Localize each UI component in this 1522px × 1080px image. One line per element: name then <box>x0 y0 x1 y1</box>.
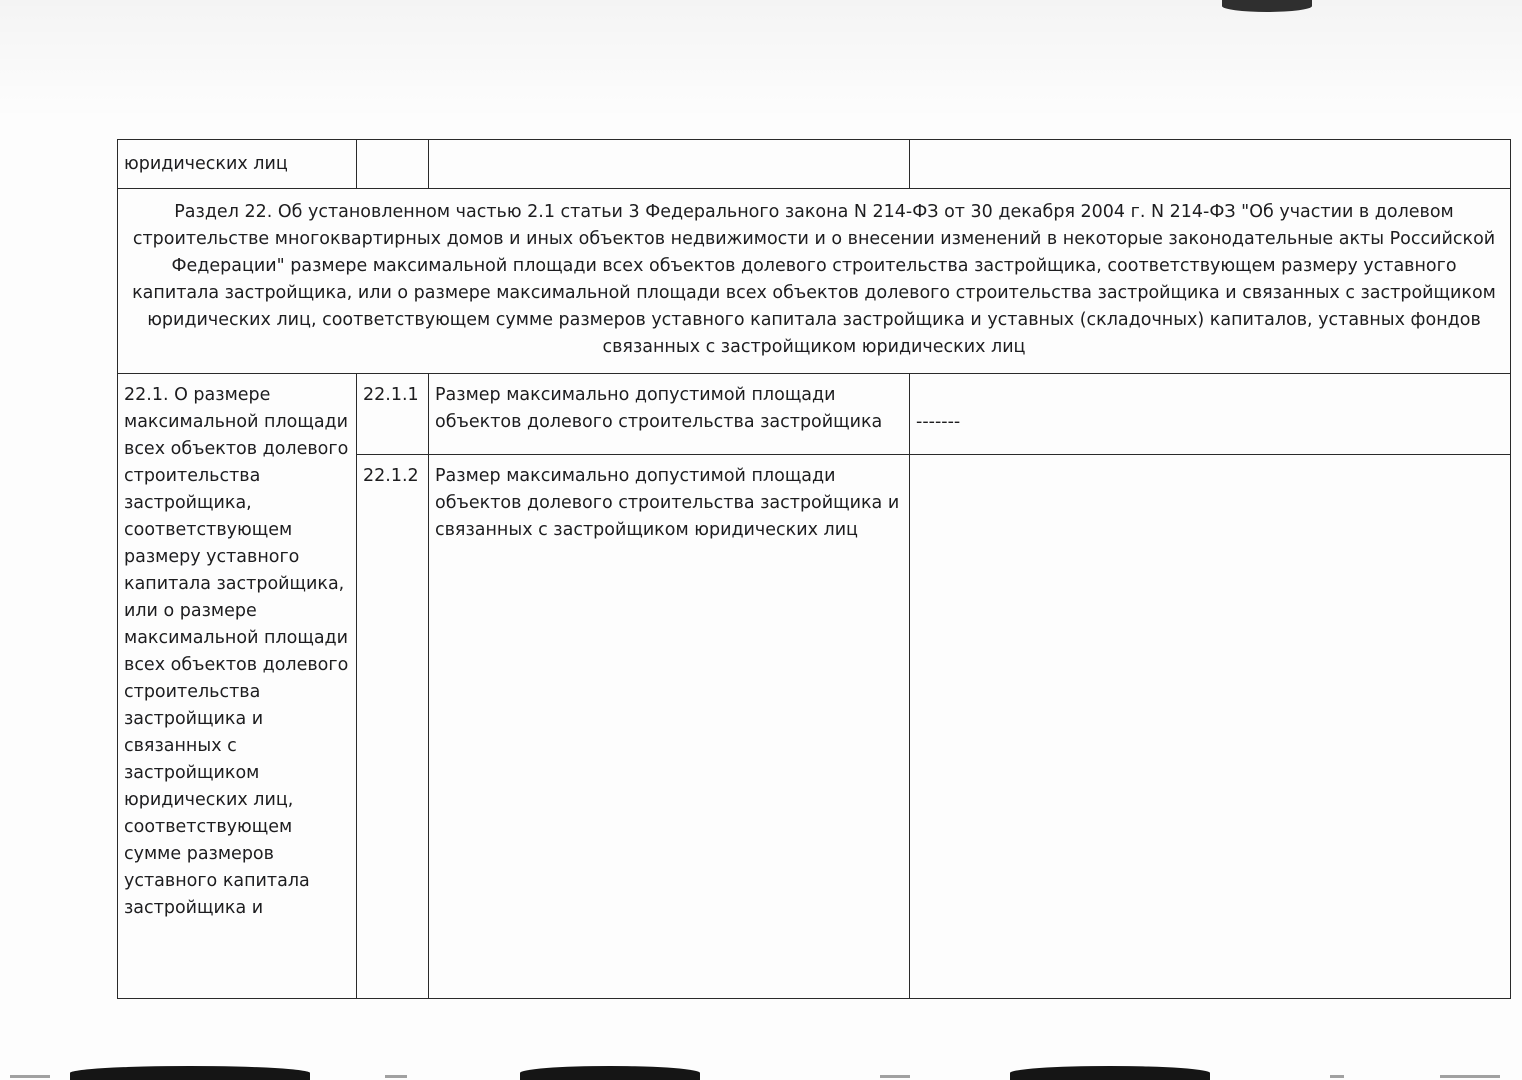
scan-speck <box>385 1075 407 1078</box>
section-title: Раздел 22. Об установленном частью 2.1 статьи 3 Федерального закона N 214-ФЗ от 30 декабря 2004 г. N 214-ФЗ "Об участии в долевом строительстве многоквартирных домов и иных объектов недвижимости и о внесении изменений в некоторые законодательные акты Российской Федерации" размере максимальной площади всех объектов долевого строительства застройщика, соответствующем размеру уставного капитала застройщика, или о размере максимальной площади всех объектов долевого строительства застройщика и связанных с застройщиком юридических лиц, соответствующем сумме размеров уставного капитала застройщика и уставных (складочных) капиталов, уставных фондов связанных с застройщиком юридических лиц <box>118 189 1511 374</box>
scan-blot <box>520 1066 700 1080</box>
continued-code-cell <box>357 140 429 189</box>
row-label: Размер максимально допустимой площади объектов долевого строительства застройщика <box>429 374 910 455</box>
row-value: ------- <box>916 412 961 432</box>
row-code: 22.1.1 <box>357 374 429 455</box>
scan-noise-top <box>0 0 1522 120</box>
scan-speck <box>1440 1075 1500 1078</box>
row-code: 22.1.2 <box>357 455 429 999</box>
row-label: Размер максимально допустимой площади объектов долевого строительства застройщика и связанных с застройщиком юридических лиц <box>429 455 910 999</box>
scan-blot-top <box>1222 0 1312 12</box>
declaration-table <box>117 139 1511 999</box>
scan-noise-bottom <box>0 1060 1522 1080</box>
row-value-cell <box>910 455 1511 999</box>
row-value-cell <box>910 374 1511 455</box>
scan-blot <box>70 1066 310 1080</box>
continued-row <box>118 140 1511 189</box>
continued-group-cell: юридических лиц <box>118 140 357 189</box>
section-row <box>118 189 1511 374</box>
scan-speck <box>10 1075 50 1078</box>
group-title: 22.1. О размере максимальной площади всех объектов долевого строительства застройщика, соответствующем размеру уставного капитала застройщика, или о размере максимальной площади всех объектов долевого строительства застройщика и связанных с застройщиком юридических лиц, соответствующем сумме размеров уставного капитала застройщика и <box>118 374 357 999</box>
table-row <box>118 374 1511 455</box>
scan-speck <box>1330 1075 1344 1078</box>
continued-label-cell <box>429 140 910 189</box>
continued-value-cell <box>910 140 1511 189</box>
scan-blot <box>1010 1066 1210 1080</box>
scan-speck <box>880 1075 910 1078</box>
